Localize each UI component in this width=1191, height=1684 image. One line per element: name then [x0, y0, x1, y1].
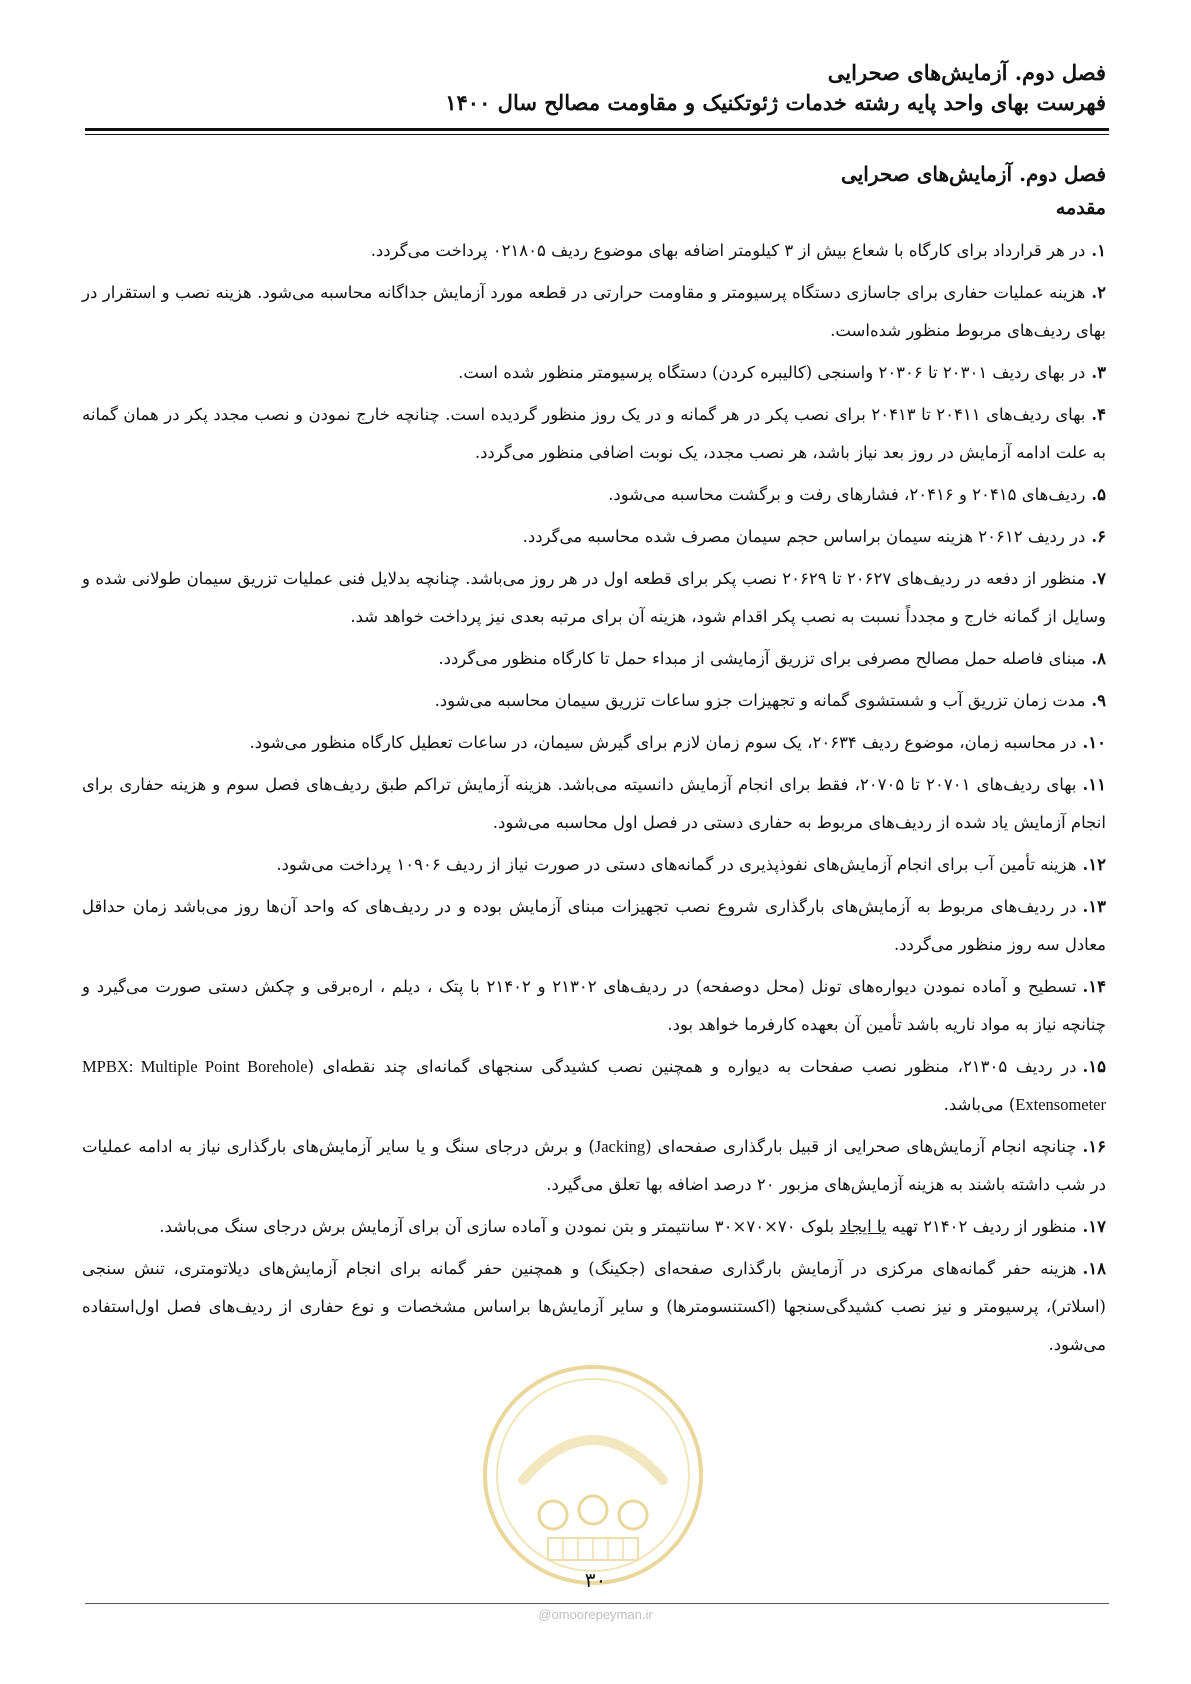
footer-divider	[85, 1603, 1109, 1604]
item-number: ۱۴.	[1082, 977, 1106, 996]
item-number: ۱۵.	[1082, 1057, 1106, 1076]
header-document-title: فهرست بهای واحد پایه رشته خدمات ژئوتکنیک و مقاومت مصالح سال ۱۴۰۰	[445, 90, 1106, 115]
list-item	[82, 766, 1106, 842]
item-text: در محاسبه زمان، موضوع ردیف ۲۰۶۳۴، یک سوم زمان لازم برای گیرش سیمان، در ساعات تعطیل کارگاه منظور می‌شود.	[249, 733, 1077, 752]
list-item	[82, 724, 1106, 762]
item-text: ) می‌باشد.	[943, 1095, 1016, 1114]
item-text: هزینه حفر گمانه‌های مرکزی در آزمایش بارگذاری صفحه‌ای (جکینگ) و همچنین حفر گمانه برای انجام آزمایش‌های دیلاتومتری، تنش سنجی (اسلاتر)، پرسیومتر و نیز نصب کشیدگی‌سنجها (اکستنسومترها) و سایر آزمایش‌ها براساس مشخصات و نوع حفاری از ردیف‌های فصل اول‌استفاده می‌شود.	[82, 1259, 1106, 1354]
item-number: ۱۶.	[1082, 1137, 1106, 1156]
list-item	[82, 232, 1106, 270]
item-text: تسطیح و آماده نمودن دیواره‌های تونل (محل دوصفحه) در ردیف‌های ۲۱۳۰۲ و ۲۱۴۰۲ با پتک ، دیلم ، اره‌برقی و چکش دستی صورت می‌گیرد و چنانچه نیاز به مواد ناریه باشد تأمین آن بعهده کارفرما خواهد بود.	[82, 977, 1106, 1034]
section-title-introduction: مقدمه	[1055, 197, 1106, 219]
item-text: بلوک ۷۰×۷۰×۳۰ سانتیمتر و بتن نمودن و آماده سازی آن برای آزمایش برش درجای سنگ می‌باشد.	[159, 1217, 840, 1236]
list-item	[82, 846, 1106, 884]
header-divider-thin	[85, 134, 1109, 135]
item-text: چنانچه انجام آزمایش‌های صحرایی از قبیل بارگذاری صفحه‌ای (	[645, 1137, 1077, 1156]
header-chapter-title: فصل دوم. آزمایش‌های صحرایی	[827, 60, 1106, 85]
item-number: ۱۱.	[1082, 775, 1106, 794]
item-number: ۹.	[1091, 691, 1106, 710]
item-text: ) و برش درجای سنگ و یا سایر آزمایش‌های بارگذاری نیاز به ادامه عملیات در شب داشته باشند به هزینه آزمایش‌های مزبور ۲۰ درصد اضافه بها تعلق می‌گیرد.	[82, 1137, 1106, 1194]
item-number: ۷.	[1091, 569, 1106, 588]
item-underlined-text: یا ایجاد	[839, 1217, 887, 1236]
page-header	[82, 58, 1106, 118]
item-text: در هر قرارداد برای کارگاه با شعاع بیش از ۳ کیلومتر اضافه بهای موضوع ردیف ۰۲۱۸۰۵ پرداخت می‌گردد.	[370, 241, 1086, 260]
item-number: ۲.	[1091, 283, 1106, 302]
item-number: ۴.	[1091, 405, 1107, 424]
watermark-site-text: @omoorepeyman.ir	[538, 1607, 653, 1622]
item-text: مبنای فاصله حمل مصالح مصرفی برای تزریق آزمایشی از مبداء حمل تا کارگاه منظور می‌گردد.	[438, 649, 1086, 668]
item-latin-term: Jacking	[594, 1137, 646, 1156]
list-item	[82, 1048, 1106, 1124]
item-text: در ردیف ۲۱۳۰۵، منظور نصب صفحات به دیواره و همچنین نصب کشیدگی سنجهای گمانه‌ای چند نقطه‌ای (	[307, 1057, 1077, 1076]
list-item	[82, 682, 1106, 720]
watermark-seal-logo	[478, 1360, 708, 1590]
header-divider-thick	[85, 128, 1109, 131]
item-text: منظور از ردیف ۲۱۴۰۲ تهیه	[886, 1217, 1077, 1236]
item-text: هزینه تأمین آب برای انجام آزمایش‌های نفوذپذیری در گمانه‌های دستی در صورت نیاز از ردیف ۱۰۹۰۶ پرداخت می‌شود.	[276, 855, 1077, 874]
list-item	[82, 888, 1106, 964]
page-body	[82, 160, 1106, 1368]
item-number: ۸.	[1091, 649, 1106, 668]
item-number: ۳.	[1091, 363, 1106, 382]
item-number: ۱.	[1091, 241, 1106, 260]
item-number: ۱۳.	[1082, 897, 1106, 916]
item-number: ۱۸.	[1082, 1259, 1106, 1278]
list-item	[82, 968, 1106, 1044]
list-item	[82, 560, 1106, 636]
item-latin-term: MPBX: Multiple Point Borehole Extensometer	[82, 1057, 1106, 1114]
chapter-title: فصل دوم. آزمایش‌های صحرایی	[841, 162, 1106, 186]
list-item	[82, 1128, 1106, 1204]
list-item	[82, 1208, 1106, 1246]
item-text: مدت زمان تزریق آب و شستشوی گمانه و تجهیزات جزو ساعات تزریق سیمان محاسبه می‌شود.	[434, 691, 1086, 710]
page-number: ۳۰	[584, 1568, 607, 1592]
item-text: در ردیف‌های مربوط به آزمایش‌های بارگذاری شروع نصب تجهیزات مبنای آزمایش بوده و در ردیف‌های که واحد آن‌ها روز می‌باشد زمان حداقل معادل سه روز منظور می‌گردد.	[82, 897, 1106, 954]
list-item	[82, 1250, 1106, 1364]
list-item	[82, 274, 1106, 350]
list-item	[82, 396, 1106, 472]
item-text: ردیف‌های ۲۰۴۱۵ و ۲۰۴۱۶، فشارهای رفت و برگشت محاسبه می‌شود.	[608, 485, 1086, 504]
list-item	[82, 640, 1106, 678]
item-text: منظور از دفعه در ردیف‌های ۲۰۶۲۷ تا ۲۰۶۲۹ نصب پکر برای قطعه اول در هر روز می‌باشد. چنانچه بدلایل فنی عملیات تزریق سیمان طولانی شده و وسایل از گمانه خارج و مجدداً نسبت به نصب پکر اقدام شود، هزینه آن برای مرتبه بعدی نیز پرداخت خواهد شد.	[82, 569, 1106, 626]
item-text: در بهای ردیف ۲۰۳۰۱ تا ۲۰۳۰۶ واسنجی (کالیبره کردن) دستگاه پرسیومتر منظور شده است.	[458, 363, 1086, 382]
item-number: ۶.	[1091, 527, 1106, 546]
item-text: هزینه عملیات حفاری برای جاسازی دستگاه پرسیومتر و مقاومت حرارتی در قطعه مورد آزمایش جداگانه محاسبه می‌شود. هزینه نصب و استقرار در بهای ردیف‌های مربوط منظور شده‌است.	[82, 283, 1106, 340]
item-number: ۱۰.	[1082, 733, 1106, 752]
item-text: در ردیف ۲۰۶۱۲ هزینه سیمان براساس حجم سیمان مصرف شده محاسبه می‌گردد.	[522, 527, 1086, 546]
item-text: بهای ردیف‌های ۲۰۷۰۱ تا ۲۰۷۰۵، فقط برای انجام آزمایش دانسیته می‌باشد. هزینه آزمایش تراکم طبق ردیف‌های فصل سوم و هزینه حفاری برای انجام آزمایش یاد شده از ردیف‌های مربوط به حفاری دستی در فصل اول محاسبه می‌شود.	[82, 775, 1106, 832]
item-number: ۱۷.	[1082, 1217, 1106, 1236]
item-number: ۵.	[1091, 485, 1106, 504]
list-item	[82, 354, 1106, 392]
list-item	[82, 476, 1106, 514]
numbered-notes-list	[82, 232, 1106, 1364]
list-item	[82, 518, 1106, 556]
item-text: بهای ردیف‌های ۲۰۴۱۱ تا ۲۰۴۱۳ برای نصب پکر در هر گمانه و در یک روز منظور گردیده است. چنانچه خارج نمودن و نصب مجدد پکر در همان گمانه به علت ادامه آزمایش در روز بعد نیاز باشد، هر نصب مجدد، یک نوبت اضافی منظور می‌گردد.	[82, 405, 1106, 462]
item-number: ۱۲.	[1082, 855, 1106, 874]
